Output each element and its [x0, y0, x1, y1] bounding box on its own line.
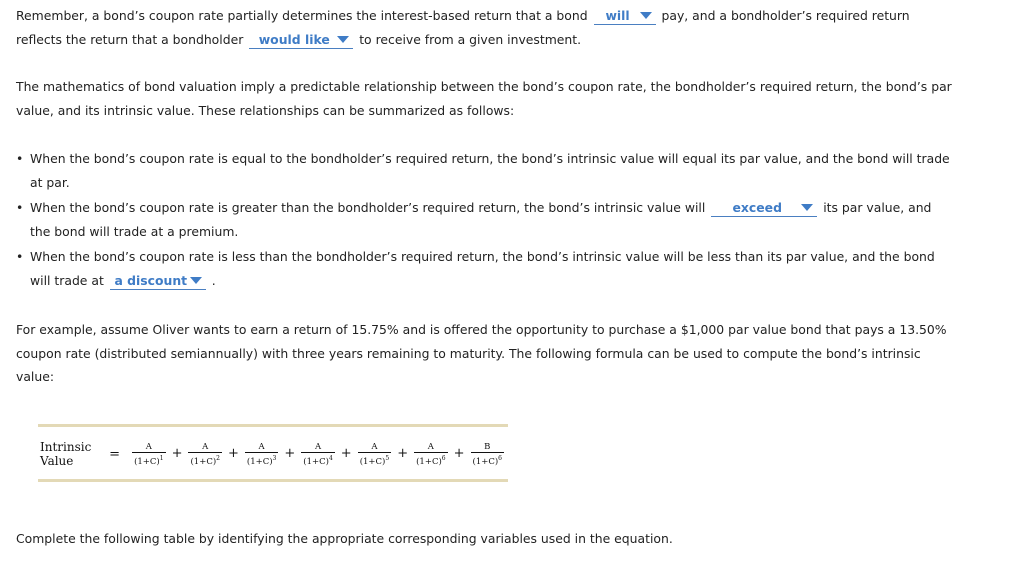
- exponent: 2: [216, 454, 220, 462]
- numerator: A: [371, 441, 378, 452]
- exponent: 3: [272, 454, 277, 462]
- fraction-term: [245, 442, 279, 467]
- denominator: [301, 452, 335, 467]
- denominator: [414, 452, 448, 467]
- divider: [38, 479, 508, 482]
- dropdown-value: exceed: [732, 200, 782, 215]
- divider: [38, 424, 508, 427]
- plus-sign: +: [227, 446, 239, 462]
- text: When the bond’s coupon rate is less than the bondholder’s required return, the bond’s intrinsic value will be less than its par value, and the bond: [30, 249, 935, 264]
- numerator: B: [484, 441, 491, 452]
- exponent: 1: [159, 454, 164, 462]
- numerator: A: [145, 441, 152, 452]
- denominator: [471, 452, 505, 467]
- bullet-icon: •: [16, 151, 24, 166]
- intrinsic-value-formula: [38, 424, 508, 483]
- plus-sign: +: [397, 446, 409, 462]
- text: The mathematics of bond valuation imply a predictable relationship between the bond’s coupon rate, the bondholder’s required return, the bond’s par: [16, 79, 952, 94]
- text: value:: [16, 369, 55, 384]
- denominator-base: (1+C): [416, 456, 442, 467]
- would-like-dropdown[interactable]: [249, 31, 353, 49]
- a-discount-dropdown[interactable]: [110, 272, 206, 290]
- denominator: [132, 452, 166, 467]
- relationship-list: [16, 147, 1016, 292]
- text: the bond will trade at a premium.: [30, 223, 239, 239]
- paragraph-instruction: [16, 527, 1006, 551]
- text: coupon rate (distributed semiannually) with three years remaining to maturity. The following formula can be used to compute the bond’s intrinsic: [16, 345, 921, 361]
- numerator: A: [258, 441, 265, 452]
- denominator: [358, 452, 392, 467]
- fraction-term: [301, 442, 335, 467]
- denominator-base: (1+C): [359, 456, 386, 467]
- denominator-base: (1+C): [303, 456, 329, 467]
- exponent: 6: [498, 454, 502, 462]
- fraction-term: [358, 442, 392, 467]
- equation: [40, 438, 508, 470]
- text: pay, and a bondholder’s required return: [661, 8, 910, 23]
- text: reflects the return that a bondholder: [16, 31, 244, 47]
- exponent: 5: [385, 454, 390, 462]
- denominator-base: (1+C): [190, 456, 217, 467]
- text: For example, assume Oliver wants to earn a return of 15.75% and is offered the opportunity to purchase a $1,000 par value bond that pays a 13.50%: [16, 322, 947, 337]
- text: When the bond’s coupon rate is greater than the bondholder’s required return, the bond’s intrinsic value will: [30, 200, 706, 215]
- plus-sign: +: [284, 446, 296, 462]
- numerator: A: [314, 441, 322, 452]
- numerator: A: [427, 441, 434, 452]
- denominator-base: (1+C): [246, 456, 273, 467]
- chevron-down-icon: [190, 277, 202, 284]
- denominator-base: (1+C): [134, 456, 160, 467]
- text: Remember, a bond’s coupon rate partially determines the interest-based return that a bond: [16, 8, 588, 23]
- paragraph-valuation: [16, 75, 1006, 122]
- paragraph-example: [16, 318, 1006, 389]
- bullet-icon: •: [16, 200, 24, 215]
- numerator: A: [202, 441, 209, 452]
- text: When the bond’s coupon rate is equal to the bondholder’s required return, the bond’s intrinsic value will equal its par value, and the bond will trade: [30, 151, 950, 166]
- chevron-down-icon: [640, 12, 652, 19]
- text: .: [211, 272, 216, 288]
- will-dropdown[interactable]: [594, 7, 656, 25]
- text: at par.: [30, 174, 70, 190]
- plus-sign: +: [453, 446, 465, 462]
- dropdown-value: will: [605, 8, 630, 23]
- chevron-down-icon: [801, 204, 813, 211]
- exceed-dropdown[interactable]: [711, 199, 817, 217]
- fraction-term: [188, 442, 222, 467]
- text: its par value, and: [823, 200, 932, 215]
- bullet-icon: •: [16, 249, 24, 264]
- list-item: [16, 245, 1016, 292]
- dropdown-value: would like: [258, 31, 330, 47]
- dropdown-value: a discount: [114, 272, 188, 288]
- fraction-term: [132, 442, 166, 467]
- paragraph-coupon-rate: [16, 4, 1006, 51]
- fraction-term: [414, 442, 448, 467]
- formula-label: Intrinsic Value: [40, 440, 92, 468]
- denominator: [245, 452, 279, 467]
- text: value, and its intrinsic value. These relationships can be summarized as follows:: [16, 102, 515, 118]
- denominator: [188, 452, 222, 467]
- text: will trade at: [30, 272, 104, 288]
- fraction-term: [471, 442, 505, 467]
- formula-terms: [128, 442, 508, 467]
- text: Complete the following table by identifying the appropriate corresponding variables used in the equation.: [16, 531, 673, 546]
- denominator-base: (1+C): [472, 456, 499, 467]
- chevron-down-icon: [337, 36, 349, 43]
- plus-sign: +: [340, 446, 352, 462]
- text: to receive from a given investment.: [359, 31, 582, 47]
- exponent: 4: [328, 454, 333, 462]
- list-item: [16, 196, 1016, 243]
- exponent: 6: [441, 454, 446, 462]
- equals-sign: =: [109, 446, 121, 462]
- plus-sign: +: [171, 446, 183, 462]
- list-item: [16, 147, 1016, 194]
